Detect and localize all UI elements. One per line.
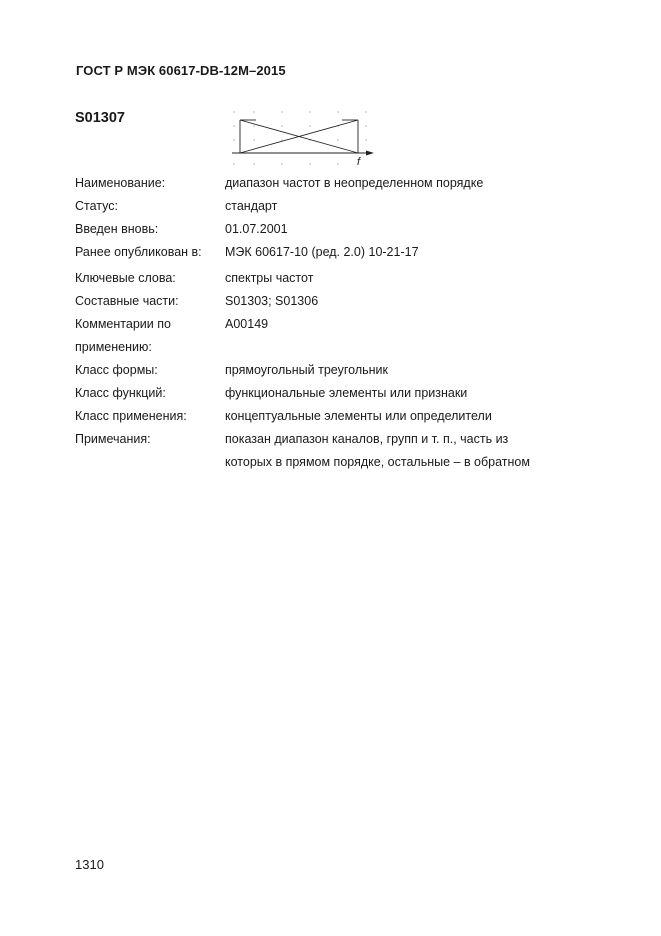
property-value: функциональные элементы или признаки (225, 386, 468, 400)
property-value: S01303; S01306 (225, 294, 319, 308)
property-row-function-class (75, 382, 565, 405)
property-value-line: показан диапазон каналов, групп и т. п., часть из (225, 432, 509, 446)
property-label: Статус: (75, 199, 118, 213)
property-row-keywords (75, 267, 565, 290)
property-row-notes (75, 428, 565, 474)
property-value: концептуальные элементы или определители (225, 409, 492, 423)
property-value: спектры частот (225, 271, 314, 285)
property-row-components (75, 290, 565, 313)
property-label-line: Комментарии по (75, 317, 171, 331)
document-header: ГОСТ Р МЭК 60617-DB-12M–2015 (76, 63, 286, 78)
property-label: Наименование: (75, 176, 166, 190)
grid-dots (233, 111, 366, 164)
property-label: Класс применения: (75, 409, 187, 423)
property-value: стандарт (225, 199, 278, 213)
property-label: Ранее опубликован в: (75, 245, 202, 259)
property-label: Класс формы: (75, 363, 158, 377)
property-value: диапазон частот в неопределенном порядке (225, 176, 484, 190)
axis-arrowhead (366, 151, 374, 156)
property-row-shape-class (75, 359, 565, 382)
property-label: Ключевые слова: (75, 271, 176, 285)
symbol-code: S01307 (75, 110, 125, 126)
page-number: 1310 (75, 857, 104, 872)
property-label (75, 313, 225, 359)
property-label: Составные части: (75, 294, 179, 308)
property-row-name (75, 172, 565, 195)
property-row-application-class (75, 405, 565, 428)
symbol-graphic (226, 108, 376, 170)
property-row-application-notes (75, 313, 565, 359)
property-value: МЭК 60617-10 (ред. 2.0) 10-21-17 (225, 245, 419, 259)
axis-label-f: f (357, 156, 361, 168)
property-row-introduced (75, 218, 565, 241)
property-value: A00149 (225, 317, 269, 331)
property-label: Примечания: (75, 432, 151, 446)
property-row-status (75, 195, 565, 218)
properties-table (75, 172, 565, 474)
property-label: Класс функций: (75, 386, 166, 400)
property-value (225, 428, 565, 474)
property-row-previously-published (75, 241, 565, 264)
property-value-line: которых в прямом порядке, остальные – в обратном (225, 455, 530, 469)
property-value: прямоугольный треугольник (225, 363, 388, 377)
property-label-line: применению: (75, 340, 152, 354)
property-value: 01.07.2001 (225, 222, 288, 236)
property-label: Введен вновь: (75, 222, 159, 236)
